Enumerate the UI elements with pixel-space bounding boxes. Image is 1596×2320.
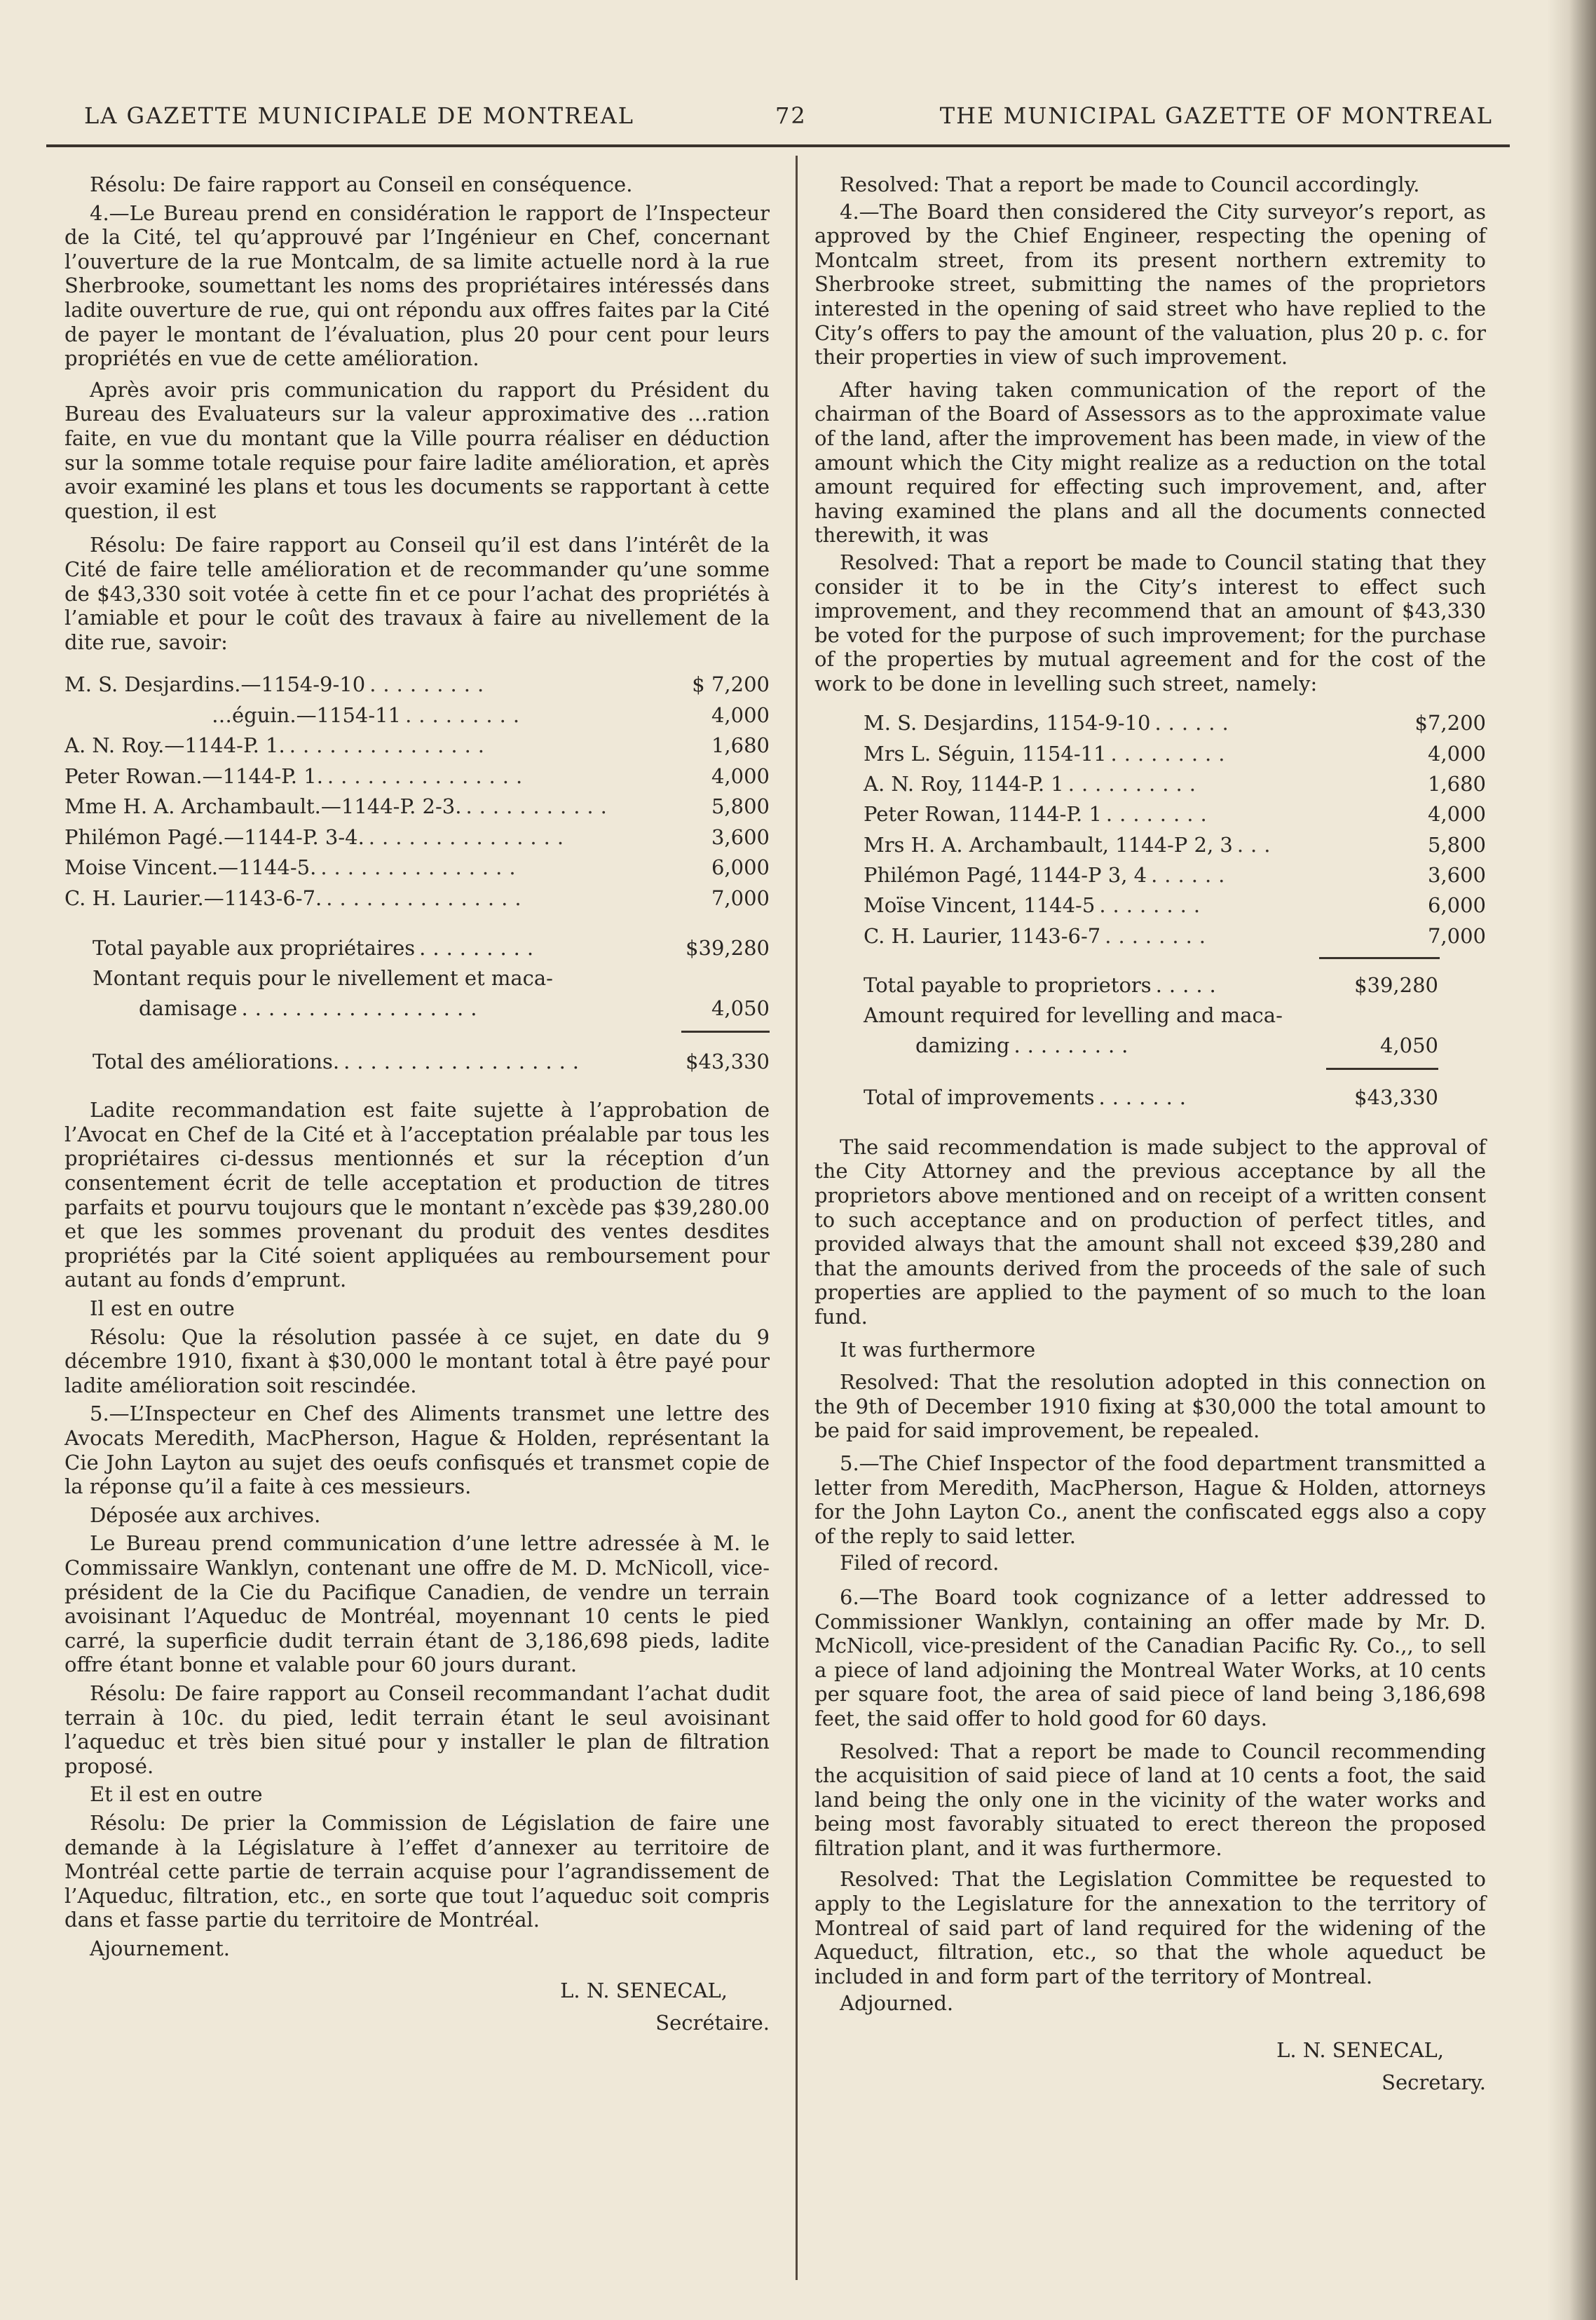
page-number: 72: [775, 102, 807, 129]
ledger-amount: 7,000: [1427, 923, 1486, 948]
ledger-amount: 4,000: [711, 703, 770, 727]
levelling-row-cont: damisage .................. 4,050: [93, 996, 770, 1026]
ledger-name: Peter Rowan.—1144-P. 1.: [64, 764, 323, 788]
ledger-name: Mrs H. A. Archambault, 1144-P 2, 3: [864, 832, 1233, 857]
fr-paragraph: Résolu: De faire rapport au Conseil en conséquence.: [90, 172, 633, 196]
ledger-amount: 3,600: [711, 825, 770, 849]
ledger-name: C. H. Laurier.—1143-6-7.: [64, 886, 322, 910]
ledger-amount: 7,000: [711, 886, 770, 910]
total-payable-row: Total payable aux propriétaires ......... $39,280: [93, 936, 770, 961]
fr-paragraph: Résolu: Que la résolution passée à ce sujet, en date du 9 décembre 1910, fixant à $30,000 le montant total à être payé pour ladite amélioration soit rescindée.: [64, 1324, 770, 1397]
fr-totals: [64, 936, 770, 1026]
grand-total-amount: $43,330: [686, 1050, 770, 1074]
grand-total-row: Total of improvements ....... $43,330: [864, 1085, 1438, 1109]
ledger-row: Philémon Pagé, 1144-P 3, 4 ...... 3,600: [864, 862, 1486, 887]
en-paragraph: Filed of record.: [840, 1551, 1000, 1575]
signature-name: L. N. SENECAL,: [1276, 2038, 1444, 2063]
ledger-name: Mme H. A. Archambault.—1144-P. 2-3.: [64, 794, 462, 819]
total-payable-amount: $39,280: [686, 936, 770, 961]
grand-total-amount: $43,330: [1354, 1085, 1438, 1109]
en-signature: [814, 2034, 1486, 2098]
levelling-row-cont: damizing ......... 4,050: [864, 1033, 1486, 1064]
en-paragraph: After having taken communication of the report of the chairman of the Board of Assessors as to the approximate value of the land, after the improvement has been made, in view of the amount which the City might realize as a reduction on the total amount required for effecting such improvement, and, after having examined the plans and all the documents connected therewith, it was: [814, 377, 1486, 548]
ledger-name: Philémon Pagé, 1144-P 3, 4: [864, 862, 1147, 887]
ledger-amount: 4,000: [711, 764, 770, 788]
ledger-name: Moise Vincent.—1144-5.: [64, 855, 317, 880]
fr-grand-total: [64, 1050, 770, 1080]
levelling-label-line1: Montant requis pour le nivellement et maca-: [93, 966, 553, 991]
en-paragraph: Resolved: That a report be made to Council accordingly.: [840, 172, 1420, 196]
page-header: [84, 102, 1493, 137]
fr-paragraph: Déposée aux archives.: [90, 1502, 321, 1527]
fr-signature: [64, 1974, 770, 2039]
total-payable-label: Total payable to proprietors: [864, 972, 1152, 997]
ledger-amount: $ 7,200: [692, 672, 770, 697]
grand-total-row: Total des améliorations. .................. $43,330: [93, 1050, 770, 1074]
ledger-amount: 1,680: [711, 733, 770, 758]
ledger-amount: $7,200: [1414, 711, 1486, 735]
ledger-amount: 5,800: [1427, 832, 1486, 857]
column-divider: [796, 156, 798, 2280]
en-paragraph: The said recommendation is made subject to the approval of the City Attorney and the previous acceptance by all the proprietors above mentioned and on receipt of a written consent to such acceptance and on production of perfect titles, and provided always that the amount shall not exceed $39,280 and that the amounts derived from the proceeds of the sale of such properties are applied to the payment of so much to the loan fund.: [814, 1134, 1486, 1329]
ledger-row: M. S. Desjardins.—1154-9-10 ......... $ 7,200: [64, 672, 770, 697]
fr-paragraph: Après avoir pris communication du rapport du Président du Bureau des Evaluateurs sur la valeur approximative des …ration faite, en vue du montant que la Ville pourra réaliser en déduction sur la somme totale requise pour faire ladite amélioration, et après avoir examiné les plans et tous les documents se rapportant à cette question, il est: [64, 377, 770, 523]
en-grand-total: [814, 1085, 1486, 1115]
total-payable-amount: $39,280: [1354, 972, 1438, 997]
ledger-amount: 4,000: [1427, 741, 1486, 766]
levelling-label-line1: Amount required for levelling and maca-: [864, 1003, 1283, 1027]
ledger-row: …éguin.—1154-11 ......... 4,000: [64, 703, 770, 734]
ledger-name: Mrs L. Séguin, 1154-11: [864, 741, 1107, 766]
ledger-row: Philémon Pagé.—1144-P. 3-4. ............... 3,600: [64, 825, 770, 849]
total-payable-label: Total payable aux propriétaires: [93, 936, 416, 961]
ledger-row: Moïse Vincent, 1144-5 ........ 6,000: [864, 893, 1486, 918]
grand-total-label: Total des améliorations.: [93, 1050, 340, 1074]
ledger-amount: 4,000: [1427, 802, 1486, 827]
en-paragraph: Resolved: That the resolution adopted in this connection on the 9th of December 1910 fixing at $30,000 the total amount to be paid for said improvement, be repealed.: [814, 1370, 1486, 1443]
english-column: [814, 172, 1486, 2098]
en-paragraph: Resolved: That a report be made to Council recommending the acquisition of said piece of land at 10 cents a foot, the said land being the only one in the vicinity of the water works and being most favorably situated to erect thereon the proposed filtration plant, and it was furthermore.: [814, 1739, 1486, 1860]
ledger-name: C. H. Laurier, 1143-6-7: [864, 923, 1101, 948]
sum-rule: [1326, 1068, 1438, 1070]
signature-title: Secretary.: [1382, 2070, 1486, 2095]
fr-paragraph: Ladite recommandation est faite sujette à l’approbation de l’Avocat en Chef de la Cité et à l’acceptation préalable par tous les propriétaires ci-dessus mentionnés et sur la réception d’un consentement écrit de telle acceptation et production de titres parfaits et pourvu toujours que le montant n’excède pas $39,280.00 et que les sommes provenant du produit des ventes desdites propriétés par la Cité soient appliquées au remboursement pour autant au fonds d’emprunt.: [64, 1098, 770, 1292]
en-paragraph: Adjourned.: [840, 1991, 954, 2016]
ledger-name: M. S. Desjardins.—1154-9-10: [64, 672, 366, 697]
levelling-label-line2: damizing: [915, 1033, 1010, 1057]
en-paragraph: 6.—The Board took cognizance of a letter addressed to Commissioner Wanklyn, containing an offer made by Mr. D. McNicoll, vice-president of the Canadian Pacific Ry. Co.,, to sell a piece of land adjoining the Montreal Water Works, at 10 cents per square foot, the area of said piece of land being 3,186,698 feet, the said offer to hold good for 60 days.: [814, 1585, 1486, 1730]
fr-paragraph: 4.—Le Bureau prend en considération le rapport de l’Inspecteur de la Cité, tel qu’approuvé par l’Ingénieur en Chef, concernant l’ouverture de la rue Montcalm, de sa limite actuelle nord à la rue Sherbrooke, soumettant les noms des propriétaires intéressés dans ladite ouverture de rue, qui ont répondu aux offres faites par la Cité de payer le montant de l’évaluation, plus 20 pour cent pour leurs propriétés en vue de cette amélioration.: [64, 201, 770, 371]
ledger-name: Peter Rowan, 1144-P. 1: [864, 802, 1102, 827]
signature-name: L. N. SENECAL,: [560, 1979, 728, 2003]
fr-paragraph: Résolu: De faire rapport au Conseil qu’il est dans l’intérêt de la Cité de faire telle amélioration et de recommander qu’une somme de $43,330 soit votée à cette fin et ce pour l’achat des propriétés à l’amiable et pour le coût des travaux à faire au nivellement de la dite rue, savoir:: [64, 533, 770, 654]
ledger-row: A. N. Roy.—1144-P. 1. ............... 1,680: [64, 733, 770, 758]
ledger-row: Moise Vincent.—1144-5. ............... 6,000: [64, 855, 770, 880]
ledger-amount: 3,600: [1427, 862, 1486, 887]
ledger-row: Mme H. A. Archambault.—1144-P. 2-3. ........... 5,800: [64, 794, 770, 819]
fr-paragraph: Ajournement.: [90, 1936, 230, 1960]
ledger-row: M. S. Desjardins, 1154-9-10 ...... $7,200: [864, 711, 1486, 735]
ledger-name: A. N. Roy.—1144-P. 1.: [64, 733, 285, 758]
ledger-name: A. N. Roy, 1144-P. 1: [864, 772, 1064, 796]
levelling-row: [93, 966, 770, 996]
en-paragraph: It was furthermore: [840, 1337, 1036, 1362]
en-paragraph: Resolved: That the Legislation Committee be requested to apply to the Legislature for the annexation to the territory of Montreal of said part of land required for the widening of the Aqueduct, filtration, etc., so that the whole aqueduct be included in and form part of the territory of Montreal.: [814, 1867, 1486, 1988]
grand-total-label: Total of improvements: [864, 1085, 1095, 1109]
ledger-row: C. H. Laurier, 1143-6-7 ........ 7,000: [864, 923, 1486, 948]
ledger-row: Peter Rowan.—1144-P. 1. ............... 4,000: [64, 764, 770, 788]
ledger-row: Peter Rowan, 1144-P. 1 ........ 4,000: [864, 802, 1486, 827]
levelling-amount: 4,050: [1379, 1033, 1438, 1057]
fr-paragraph: Et il est en outre: [90, 1782, 263, 1807]
ledger-amount: 1,680: [1427, 772, 1486, 796]
ledger-row: Mrs L. Séguin, 1154-11 ......... 4,000: [864, 741, 1486, 766]
ledger-name: …éguin.—1154-11: [212, 703, 402, 727]
fr-paragraph: Résolu: De faire rapport au Conseil recommandant l’achat dudit terrain à 10c. du pied, ledit terrain étant le seul avoisinant l’aqueduc et très bien situé pour y installer le plan de filtration proposé.: [64, 1681, 770, 1778]
ledger-name: Philémon Pagé.—1144-P. 3-4.: [64, 825, 364, 849]
fr-ledger: [64, 672, 770, 916]
fr-paragraph: Résolu: De prier la Commission de Législation de faire une demande à la Législature à l’effet d’annexer au territoire de Montréal cette partie de terrain acquise pour l’agrandissement de l’Aqueduc, filtration, etc., en sorte que tout l’aqueduc soit compris dans et fasse partie du territoire de Montréal.: [64, 1810, 770, 1932]
en-paragraph: 4.—The Board then considered the City surveyor’s report, as approved by the Chief Engineer, respecting the opening of Montcalm street, from its present northern extremity to Sherbrooke street, submitting the names of the proprietors interested in the opening of said street who have replied to the City’s offers to pay the amount of the valuation, plus 20 p. c. for their properties in view of such improvement.: [814, 199, 1486, 369]
ledger-amount: 5,800: [711, 794, 770, 819]
ledger-amount: 6,000: [711, 855, 770, 880]
fr-paragraph: Il est en outre: [90, 1296, 235, 1321]
header-english-title: THE MUNICIPAL GAZETTE OF MONTREAL: [939, 102, 1493, 129]
en-ledger: [814, 711, 1486, 954]
sum-rule: [681, 1031, 770, 1033]
ledger-amount: 6,000: [1427, 893, 1486, 918]
ledger-name: Moïse Vincent, 1144-5: [864, 893, 1096, 918]
en-paragraph: 5.—The Chief Inspector of the food department transmitted a letter from Meredith, MacPherson, Hague & Holden, attorneys for the John Layton Co., anent the confiscated eggs also a copy of the reply to said letter.: [814, 1451, 1486, 1548]
fr-paragraph: 5.—L’Inspecteur en Chef des Aliments transmet une lettre des Avocats Meredith, MacPherson, Hague & Holden, représentant la Cie John Layton au sujet des oeufs confisqués et transmet copie de la réponse qu’il a faite à ces messieurs.: [64, 1402, 770, 1499]
levelling-label-line2: damisage: [139, 996, 238, 1021]
header-rule: [46, 144, 1510, 147]
levelling-row: [864, 1003, 1486, 1033]
ledger-row: A. N. Roy, 1144-P. 1 .......... 1,680: [864, 772, 1486, 796]
ledger-name: M. S. Desjardins, 1154-9-10: [864, 711, 1151, 735]
fr-paragraph: Le Bureau prend communication d’une lettre adressée à M. le Commissaire Wanklyn, contenant une offre de M. D. McNicoll, vice-président de la Cie du Pacifique Canadien, de vendre un terrain avoisinant l’Aqueduc de Montréal, moyennant 10 cents le pied carré, la superficie dudit terrain étant de 3,186,698 pieds, ladite offre étant bonne et valable pour 60 jours durant.: [64, 1531, 770, 1677]
sum-rule: [1319, 957, 1440, 959]
levelling-amount: 4,050: [711, 996, 770, 1021]
ledger-row: C. H. Laurier.—1143-6-7. ............... 7,000: [64, 886, 770, 910]
french-column: [64, 172, 770, 2039]
header-french-title: LA GAZETTE MUNICIPALE DE MONTREAL: [84, 102, 634, 129]
en-paragraph: Resolved: That a report be made to Council stating that they consider it to be in the City’s interest to effect such improvement, and they recommend that an amount of $43,330 be voted for the purpose of such improvement; for the purchase of the properties by mutual agreement and for the cost of the work to be done in levelling such street, namely:: [814, 550, 1486, 696]
en-totals: [814, 973, 1486, 1064]
signature-title: Secrétaire.: [655, 2011, 770, 2035]
total-payable-row: Total payable to proprietors ..... $39,280: [864, 972, 1438, 997]
ledger-row: Mrs H. A. Archambault, 1144-P 2, 3 ... 5,800: [864, 832, 1486, 857]
page-edge-shadow: [1547, 0, 1596, 2320]
